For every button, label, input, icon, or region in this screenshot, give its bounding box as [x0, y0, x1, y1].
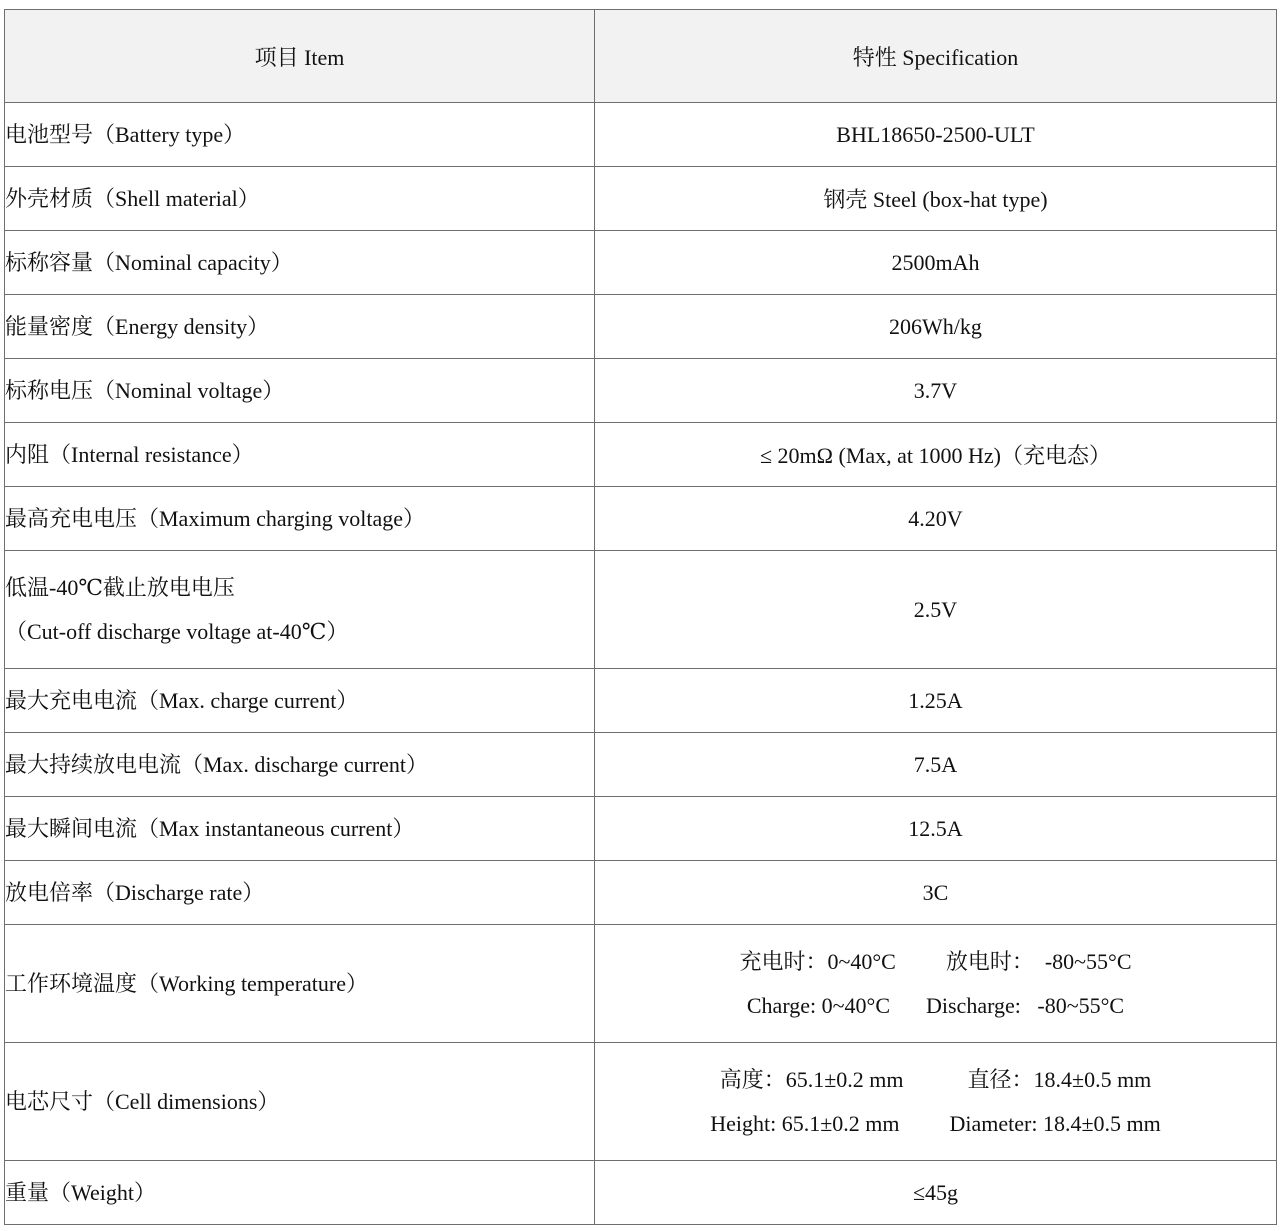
row-label: 最大瞬间电流（Max instantaneous current） — [5, 797, 595, 861]
table-row — [5, 1043, 1277, 1161]
table-row — [5, 295, 1277, 359]
row-label-line-2: （Cut-off discharge voltage at-40℃） — [5, 618, 349, 644]
table-row — [5, 925, 1277, 1043]
table-row — [5, 1161, 1277, 1225]
row-label: 内阻（Internal resistance） — [5, 423, 595, 487]
height-cn: 高度：65.1±0.2 mm — [719, 1066, 904, 1092]
row-label: 电池型号（Battery type） — [5, 103, 595, 167]
row-value: 3C — [595, 861, 1277, 925]
row-value: BHL18650-2500-ULT — [595, 103, 1277, 167]
dimensions-en-line — [595, 1102, 1276, 1146]
row-value: 2.5V — [595, 551, 1277, 669]
row-value — [595, 925, 1277, 1043]
row-value: 3.7V — [595, 359, 1277, 423]
dimensions-cn-line — [595, 1058, 1276, 1102]
row-label: 能量密度（Energy density） — [5, 295, 595, 359]
height-en: Height: 65.1±0.2 mm — [710, 1110, 900, 1136]
table-row — [5, 231, 1277, 295]
row-label: 标称电压（Nominal voltage） — [5, 359, 595, 423]
row-label: 最高充电电压（Maximum charging voltage） — [5, 487, 595, 551]
row-value: 12.5A — [595, 797, 1277, 861]
row-label: 重量（Weight） — [5, 1161, 595, 1225]
table-row — [5, 669, 1277, 733]
table-row — [5, 167, 1277, 231]
table-header-row — [5, 10, 1277, 103]
header-specification: 特性 Specification — [595, 10, 1277, 103]
row-label-line-1: 低温-40℃截止放电电压 — [5, 574, 235, 600]
row-value: 4.20V — [595, 487, 1277, 551]
table-row — [5, 487, 1277, 551]
row-label: 最大持续放电电流（Max. discharge current） — [5, 733, 595, 797]
temperature-en-line — [595, 984, 1276, 1028]
table-row — [5, 861, 1277, 925]
row-label — [5, 551, 595, 669]
row-value — [595, 1043, 1277, 1161]
charge-temp-cn: 充电时：0~40°C — [739, 948, 896, 974]
row-value: ≤ 20mΩ (Max, at 1000 Hz)（充电态） — [595, 423, 1277, 487]
discharge-temp-en: Discharge: -80~55°C — [926, 992, 1125, 1018]
row-label: 电芯尺寸（Cell dimensions） — [5, 1043, 595, 1161]
diameter-en: Diameter: 18.4±0.5 mm — [949, 1110, 1161, 1136]
row-value: 206Wh/kg — [595, 295, 1277, 359]
row-value: 2500mAh — [595, 231, 1277, 295]
discharge-temp-cn: 放电时： -80~55°C — [945, 948, 1132, 974]
table-row — [5, 733, 1277, 797]
table-row — [5, 423, 1277, 487]
diameter-cn: 直径：18.4±0.5 mm — [967, 1066, 1152, 1092]
row-label: 标称容量（Nominal capacity） — [5, 231, 595, 295]
table-row — [5, 551, 1277, 669]
row-value: ≤45g — [595, 1161, 1277, 1225]
temperature-cn-line — [595, 940, 1276, 984]
row-value: 7.5A — [595, 733, 1277, 797]
charge-temp-en: Charge: 0~40°C — [746, 992, 890, 1018]
row-label: 最大充电电流（Max. charge current） — [5, 669, 595, 733]
table-row — [5, 359, 1277, 423]
table-row — [5, 103, 1277, 167]
row-value: 钢壳 Steel (box-hat type) — [595, 167, 1277, 231]
row-value: 1.25A — [595, 669, 1277, 733]
row-label: 工作环境温度（Working temperature） — [5, 925, 595, 1043]
row-label: 放电倍率（Discharge rate） — [5, 861, 595, 925]
header-item: 项目 Item — [5, 10, 595, 103]
table-row — [5, 797, 1277, 861]
specification-table — [4, 9, 1277, 1225]
row-label: 外壳材质（Shell material） — [5, 167, 595, 231]
